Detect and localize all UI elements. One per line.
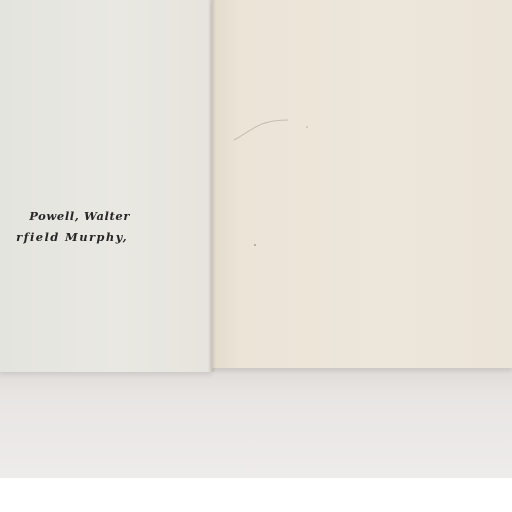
text-line-2: rfield Murphy,: [16, 230, 128, 244]
right-page: [212, 0, 512, 368]
paper-speck: [306, 126, 308, 128]
table-surface: [0, 360, 512, 478]
printed-name-list: [0, 206, 130, 248]
text-line-1: Powell, Walter: [29, 209, 130, 223]
page-gutter: [208, 0, 216, 372]
left-page: [0, 0, 212, 372]
paper-crease: [232, 118, 292, 158]
paper-speck: [254, 244, 256, 246]
